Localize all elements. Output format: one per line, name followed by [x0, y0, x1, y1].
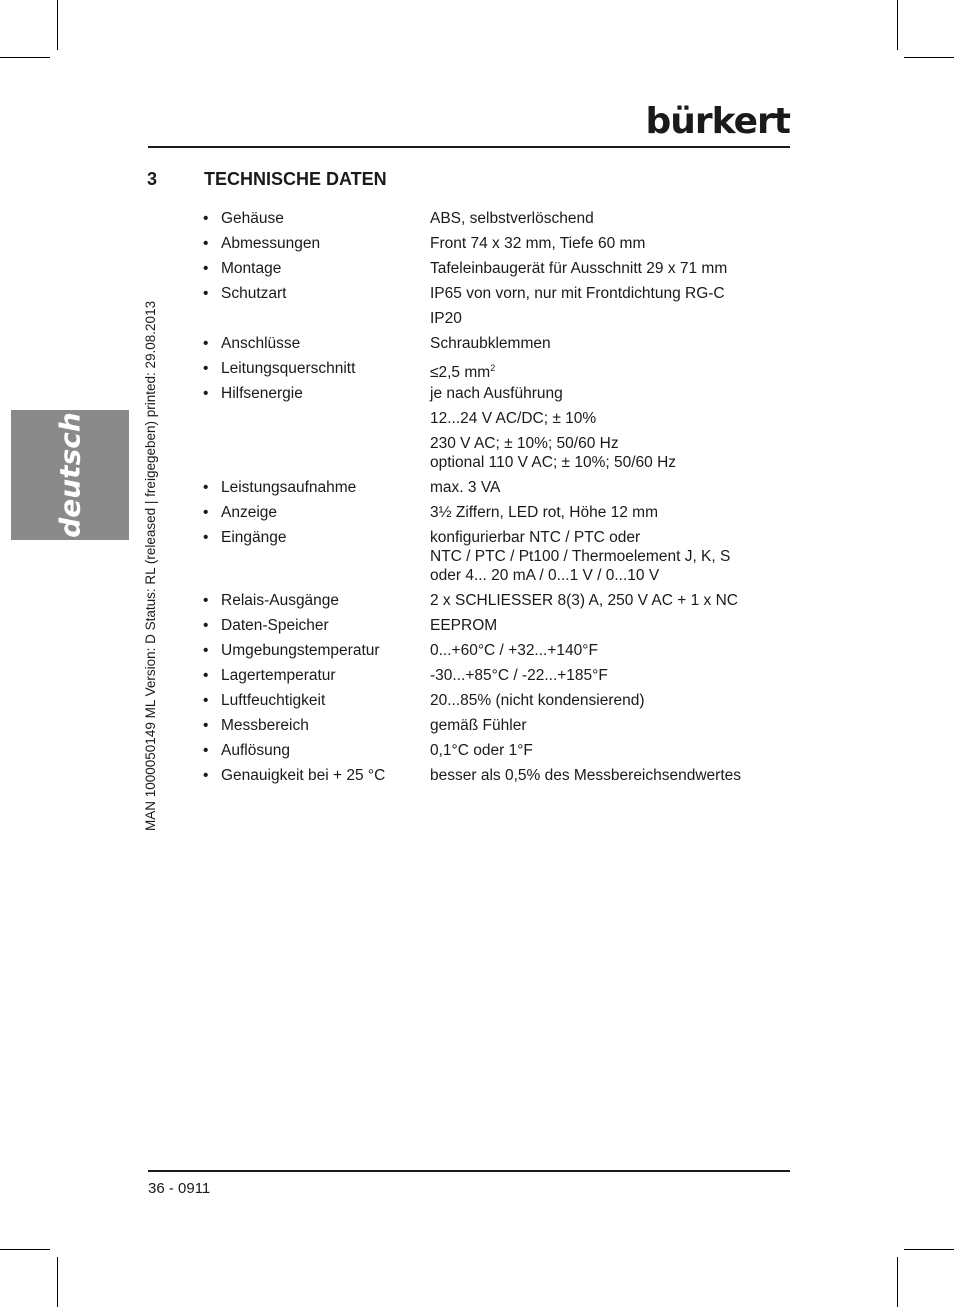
footer-rule: [148, 1170, 790, 1172]
language-tab: [11, 410, 129, 540]
spec-value: NTC / PTC / Pt100 / Thermoelement J, K, S: [430, 548, 731, 565]
spec-label: Abmessungen: [221, 235, 321, 252]
bullet: •: [203, 692, 209, 709]
page-number: 36 - 0911: [148, 1180, 211, 1197]
spec-value: Front 74 x 32 mm, Tiefe 60 mm: [430, 235, 646, 252]
spec-label: Umgebungstemperatur: [221, 642, 380, 659]
spec-label: Genauigkeit bei + 25 °C: [221, 767, 386, 784]
spec-value: max. 3 VA: [430, 479, 501, 496]
spec-value: 230 V AC; ± 10%; 50/60 Hz: [430, 435, 619, 452]
crop-mark: [0, 57, 50, 58]
spec-label: Daten-Speicher: [221, 617, 329, 634]
spec-label: Lagertemperatur: [221, 667, 336, 684]
bullet: •: [203, 210, 209, 227]
crop-mark: [57, 1257, 58, 1307]
bullet: •: [203, 642, 209, 659]
bullet: •: [203, 285, 209, 302]
crop-mark: [904, 1249, 954, 1250]
bullet: •: [203, 235, 209, 252]
spec-label: Luftfeuchtigkeit: [221, 692, 326, 709]
spec-value: konfigurierbar NTC / PTC oder: [430, 529, 641, 546]
bullet: •: [203, 335, 209, 352]
bullet: •: [203, 529, 209, 546]
spec-label: Auflösung: [221, 742, 290, 759]
bullet: •: [203, 360, 209, 377]
spec-value: 12...24 V AC/DC; ± 10%: [430, 410, 597, 427]
spec-value: optional 110 V AC; ± 10%; 50/60 Hz: [430, 454, 677, 471]
spec-value: 0,1°C oder 1°F: [430, 742, 533, 759]
spec-value: 20...85% (nicht kondensierend): [430, 692, 645, 709]
spec-value: ABS, selbstverlöschend: [430, 210, 594, 227]
bullet: •: [203, 667, 209, 684]
spec-label: Gehäuse: [221, 210, 284, 227]
spec-value: 3½ Ziffern, LED rot, Höhe 12 mm: [430, 504, 659, 521]
side-metadata: MAN 1000050149 ML Version: D Status: RL (released | freigegeben) printed: 29.08.2013: [143, 300, 158, 831]
spec-value: IP20: [430, 310, 462, 327]
spec-value: 2 x SCHLIESSER 8(3) A, 250 V AC + 1 x NC: [430, 592, 738, 609]
spec-label: Hilfsenergie: [221, 385, 303, 402]
section-number: 3: [147, 169, 158, 189]
spec-value: gemäß Fühler: [430, 717, 527, 734]
spec-label: Anzeige: [221, 504, 278, 521]
spec-value: Schraubklemmen: [430, 335, 551, 352]
bullet: •: [203, 385, 209, 402]
spec-value: je nach Ausführung: [430, 385, 563, 402]
bullet: •: [203, 504, 209, 521]
spec-label: Leitungsquerschnitt: [221, 360, 356, 377]
bullet: •: [203, 767, 209, 784]
spec-value: besser als 0,5% des Messbereichsendwertes: [430, 767, 742, 784]
crop-mark: [57, 0, 58, 50]
crop-mark: [0, 1249, 50, 1250]
bullet: •: [203, 617, 209, 634]
section-title: TECHNISCHE DATEN: [204, 169, 387, 189]
spec-value: 0...+60°C / +32...+140°F: [430, 642, 598, 659]
bullet: •: [203, 592, 209, 609]
spec-label: Messbereich: [221, 717, 309, 734]
crop-mark: [904, 57, 954, 58]
language-tab-label: deutsch: [53, 412, 87, 538]
bullet: •: [203, 717, 209, 734]
header-rule: [148, 146, 790, 148]
spec-value: ≤2,5 $mm^2$: [430, 363, 496, 382]
spec-value: Tafeleinbaugerät für Ausschnitt 29 x 71 mm: [430, 260, 728, 277]
spec-label: Anschlüsse: [221, 335, 301, 352]
spec-value: IP65 von vorn, nur mit Frontdichtung RG-C: [430, 285, 725, 302]
bullet: •: [203, 479, 209, 496]
spec-label: Relais-Ausgänge: [221, 592, 340, 609]
bullet: •: [203, 742, 209, 759]
spec-value: -30...+85°C / -22...+185°F: [430, 667, 608, 684]
spec-label: Leistungsaufnahme: [221, 479, 357, 496]
spec-label: Eingänge: [221, 529, 287, 546]
crop-mark: [897, 0, 898, 50]
spec-label: Montage: [221, 260, 282, 277]
brand-logo: bürkert: [645, 101, 790, 142]
bullet: •: [203, 260, 209, 277]
spec-value: oder 4... 20 mA / 0...1 V / 0...10 V: [430, 567, 660, 584]
spec-value: EEPROM: [430, 617, 498, 634]
crop-mark: [897, 1257, 898, 1307]
spec-label: Schutzart: [221, 285, 287, 302]
